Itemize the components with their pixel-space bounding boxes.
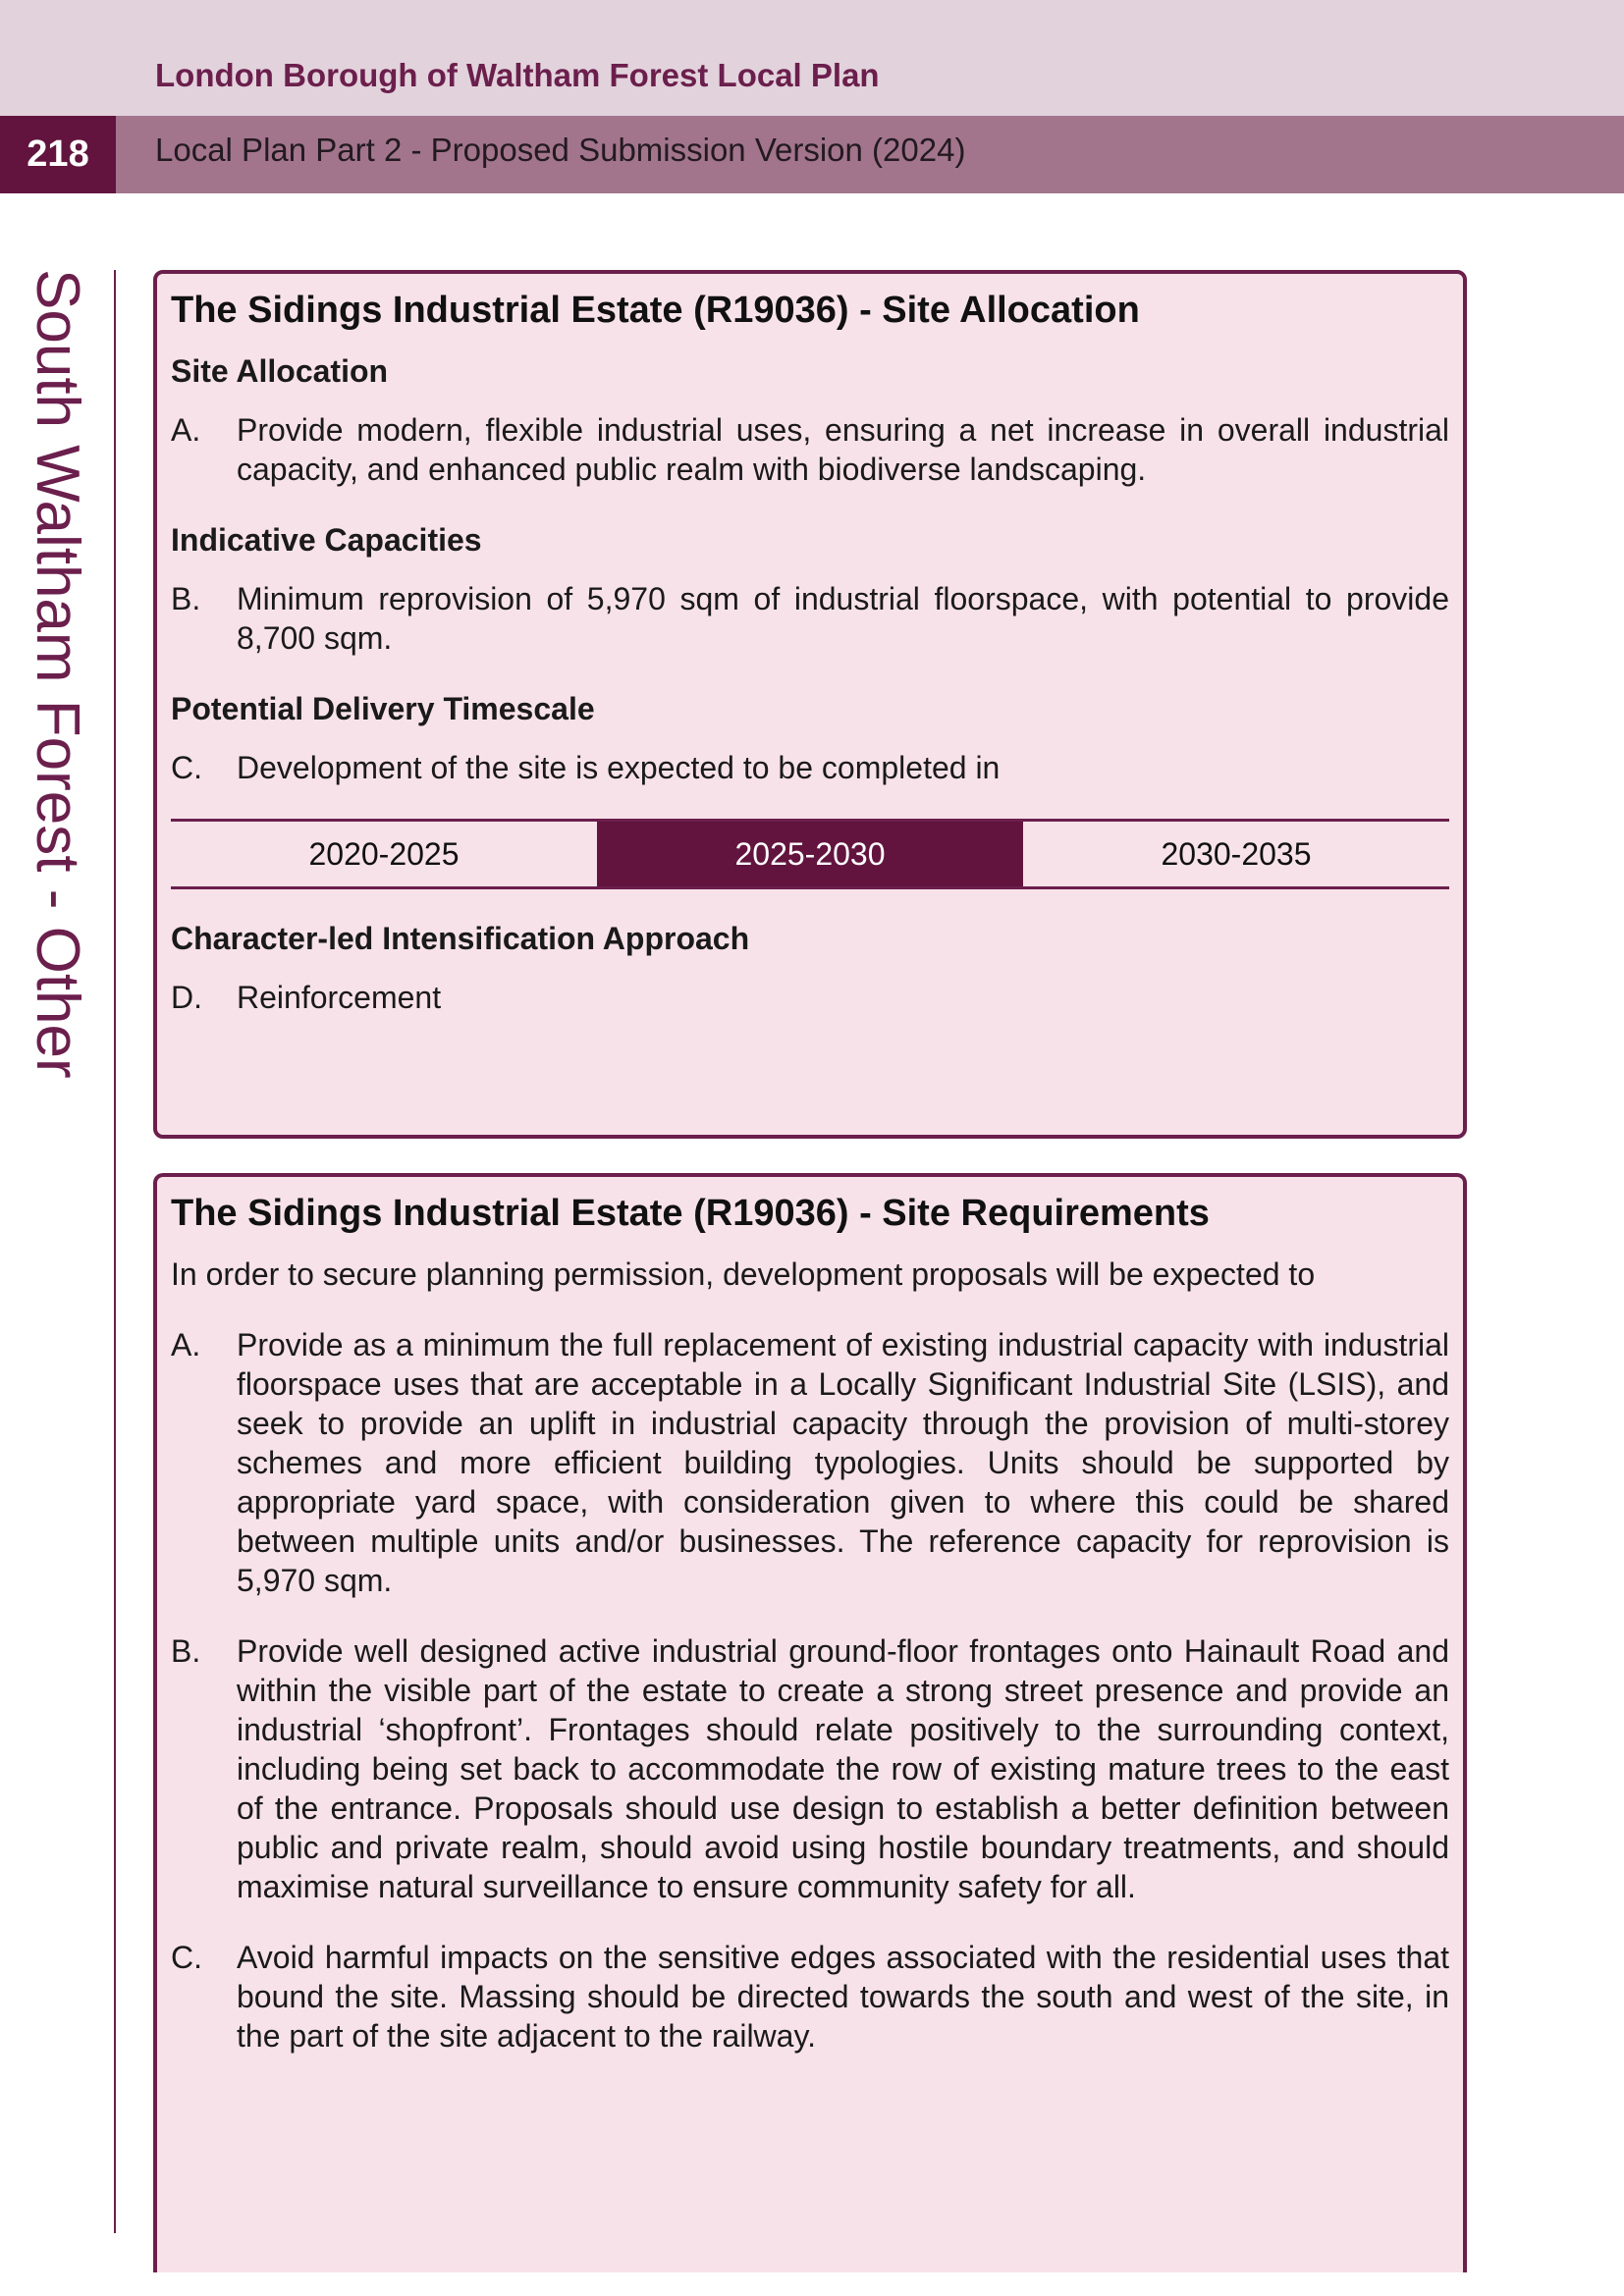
panel-title: The Sidings Industrial Estate (R19036) - Site Allocation [171,290,1140,331]
list-item [171,748,1449,787]
timescale-cell: 2025-2030 [597,822,1023,886]
side-section-title [24,269,96,1152]
item-text: Development of the site is expected to be completed in [237,750,1001,785]
item-text: Reinforcement [237,980,442,1015]
list-item [171,978,1449,1017]
timescale-cell: 2030-2035 [1161,835,1312,872]
item-label: B. [171,1633,201,1669]
site-requirements-panel [153,1173,1467,2272]
item-label: A. [171,412,201,448]
item-label: C. [171,750,202,785]
panel-title: The Sidings Industrial Estate (R19036) - Site Requirements [171,1193,1210,1234]
list-item [171,410,1449,489]
section-heading: Potential Delivery Timescale [171,691,595,726]
list-item [171,1631,1449,1906]
item-text: Avoid harmful impacts on the sensitive edges associated with the residential uses that bound the site. Massing should be directed towards the south and west of the site, in the part of the site adjacent to the railway. [237,1940,1449,2054]
side-section-title-text: South Waltham Forest - Other [24,269,91,1079]
intro-text: In order to secure planning permission, development proposals will be expected to [171,1256,1316,1292]
item-text: Provide as a minimum the full replacement of existing industrial capacity with industrial floorspace uses that are acceptable in a Locally Significant Industrial Site (LSIS), and seek to provide an uplift in industrial capacity through the provision of multi-storey schemes and more efficient building typologies. Units should be supported by appropriate yard space, with consideration given to where this could be shared between multiple units and/or businesses. The reference capacity for reprovision is 5,970 sqm. [237,1327,1449,1598]
item-text: Provide modern, flexible industrial uses, ensuring a net increase in overall industrial capacity, and enhanced public realm with biodiverse landscaping. [237,412,1449,487]
timescale-table [171,819,1449,889]
list-item [171,1938,1449,2056]
list-item [171,1325,1449,1600]
section-heading: Site Allocation [171,353,389,389]
section-heading: Character-led Intensification Approach [171,921,750,956]
site-allocation-panel [153,270,1467,1139]
item-label: C. [171,1940,202,1975]
list-item [171,579,1449,658]
document-subtitle: Local Plan Part 2 - Proposed Submission Version (2024) [155,132,966,168]
header-top-band [0,0,1624,116]
item-label: A. [171,1327,201,1362]
side-rule [114,270,116,2233]
timescale-cell: 2020-2025 [308,835,460,872]
item-label: B. [171,581,201,616]
item-label: D. [171,980,202,1015]
section-heading: Indicative Capacities [171,522,482,558]
document-title: London Borough of Waltham Forest Local Plan [155,57,880,93]
page-number: 218 [0,116,116,193]
item-text: Provide well designed active industrial ground-floor frontages onto Hainault Road and within the visible part of the estate to create a strong street presence and provide an industrial ‘shopfront’. Frontages should relate positively to the surrounding context, including being set back to accommodate the row of existing mature trees to the east of the entrance. Proposals should use design to establish a better definition between public and private realm, should avoid using hostile boundary treatments, and should maximise natural surveillance to ensure community safety for all. [237,1633,1449,1904]
item-text: Minimum reprovision of 5,970 sqm of industrial floorspace, with potential to provide 8,700 sqm. [237,581,1449,656]
